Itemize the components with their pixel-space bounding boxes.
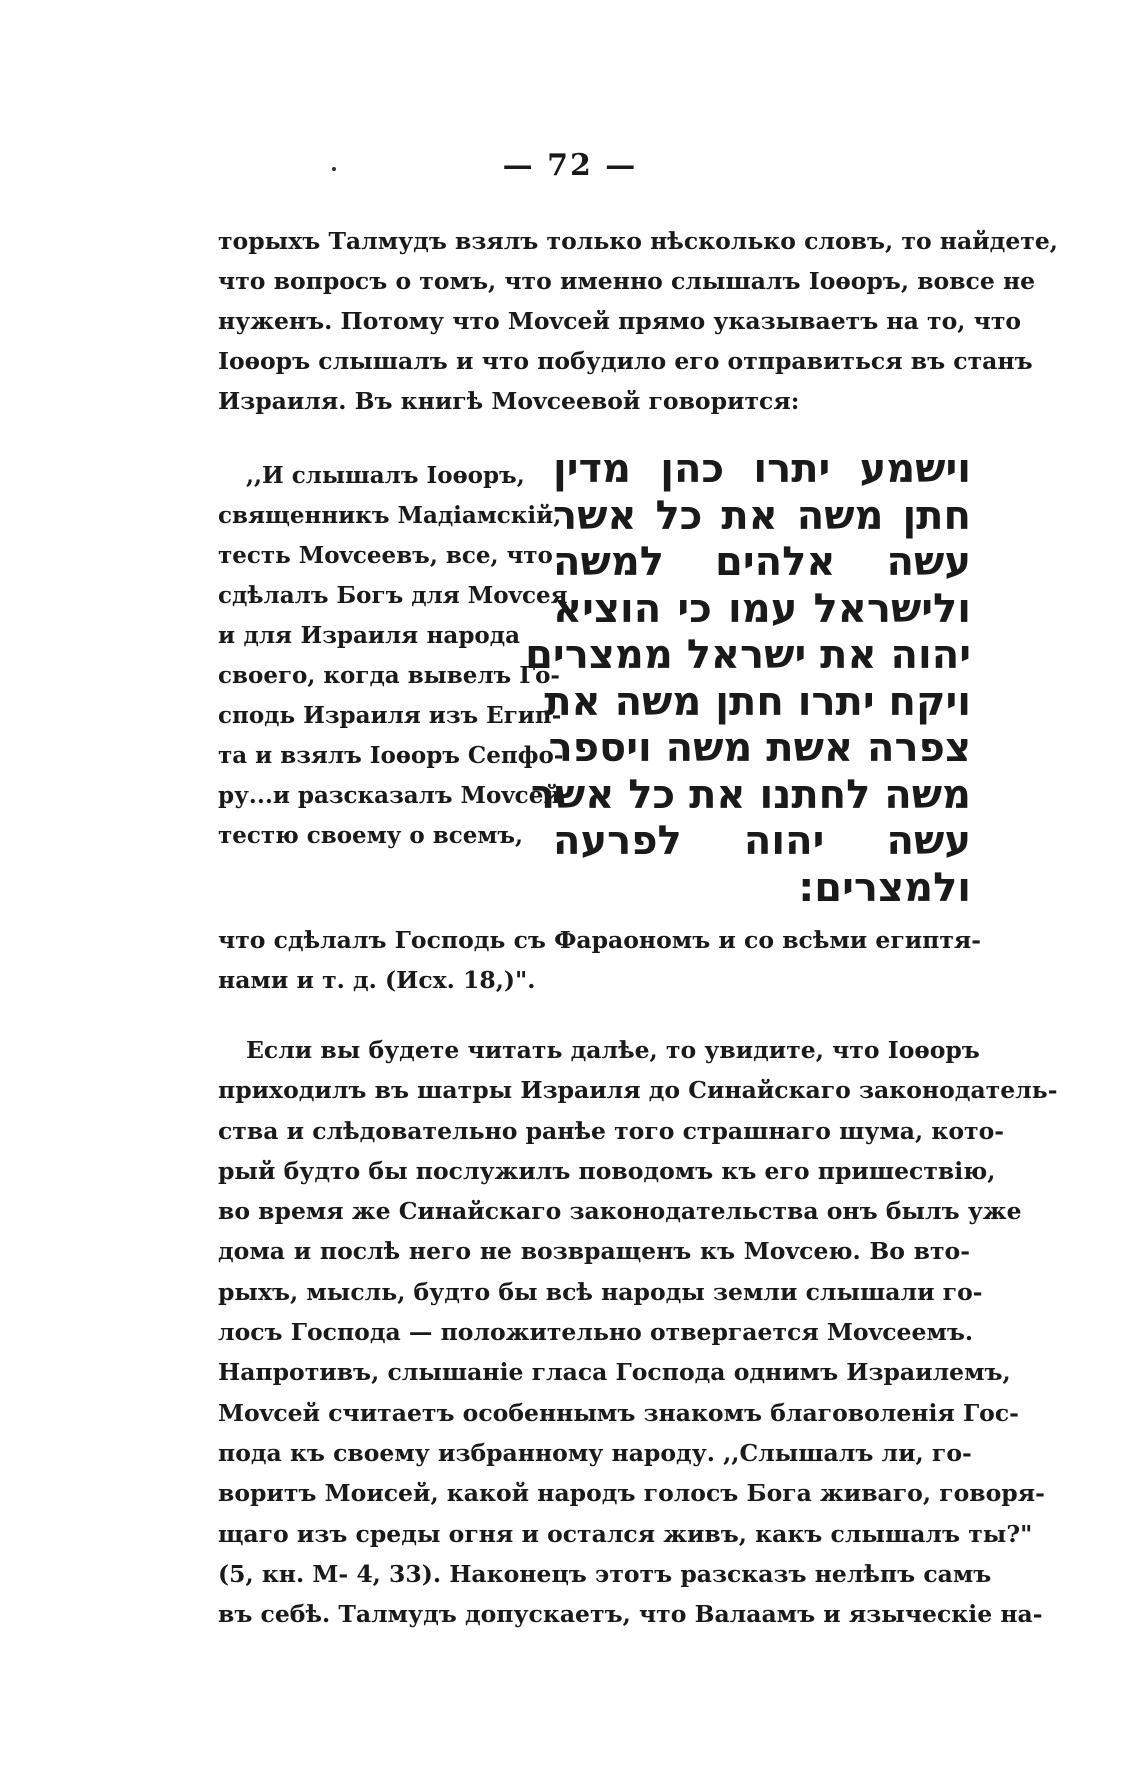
quote-line: сподь Израиля изъ Егип-: [218, 702, 562, 729]
text-line: нуженъ. Потому что Моvсей прямо указываетъ на то, что: [218, 307, 1022, 335]
text-line: пода къ своему избранному народу. ,,Слышалъ ли, го-: [218, 1438, 972, 1467]
text-line: рый будто бы послужилъ поводомъ къ его пришествію,: [218, 1156, 996, 1185]
quote-russian-column: [218, 456, 568, 856]
text-line: во время же Синайскаго законодательства онъ былъ уже: [218, 1197, 1022, 1226]
text-line: нами и т. д. (Исх. 18,)".: [218, 966, 536, 994]
quote-line: ,,И слышалъ Іоѳоръ,: [246, 462, 525, 489]
text-line: въ себѣ. Талмудъ допускаетъ, что Валаамъ и языческіе на-: [218, 1600, 1043, 1629]
text-line: Моvсей считаетъ особеннымъ знакомъ благоволенія Гос-: [218, 1398, 1019, 1427]
quote-line: та и взялъ Іоѳоръ Сепфо-: [218, 742, 564, 769]
text-line: ства и слѣдовательно ранѣе того страшнаго шума, кото-: [218, 1116, 1005, 1145]
quote-hebrew-column: [525, 446, 971, 911]
text-line: торыхъ Талмудъ взялъ только нѣсколько словъ, то найдете,: [218, 227, 1058, 255]
quote-continuation: [218, 920, 982, 1000]
hebrew-line: ולישראל עמו כי הוציא: [553, 585, 971, 632]
text-line: Израиля. Въ книгѣ Моvсеевой говорится:: [218, 387, 800, 415]
hebrew-line: חתן משה את כל אשר: [553, 492, 971, 539]
text-line: Напротивъ, слышаніе гласа Господа однимъ Израилемъ,: [218, 1358, 1011, 1387]
hebrew-line: משה לחתנו את כל אשר: [530, 771, 971, 818]
main-paragraph: [218, 1030, 1058, 1634]
quote-line: тесть Моvсеевъ, все, что: [218, 542, 553, 569]
hebrew-line: יהוה את ישראל ממצרים: [525, 632, 971, 678]
text-line: Если вы будете читать далѣе, то увидите, что Іоѳоръ: [246, 1036, 980, 1064]
hebrew-line: וישמע יתרו כהן מדין: [553, 446, 971, 492]
quote-line: и для Израиля народа: [218, 622, 520, 649]
text-line: лосъ Господа — положительно отвергается Моvсеемъ.: [218, 1318, 974, 1347]
hebrew-line: ויקח יתרו חתן משה את: [544, 678, 971, 725]
text-line: что сдѣлалъ Господь съ Фараономъ и со всѣми египтя-: [218, 926, 982, 954]
text-line: Іоѳоръ слышалъ и что побудило его отправиться въ станъ: [218, 347, 1033, 375]
quote-line: сдѣлалъ Богъ для Моvсея: [218, 582, 568, 609]
intro-paragraph: [218, 221, 1058, 421]
text-line: что вопросъ о томъ, что именно слышалъ Іоѳоръ, вовсе не: [218, 267, 1036, 295]
quote-line: своего, когда вывелъ Го-: [218, 662, 560, 689]
page-number: — 72 —: [502, 148, 638, 183]
hebrew-line: ולמצרים:: [798, 864, 971, 911]
hebrew-line: עשה יהוה לפרעה: [553, 818, 971, 864]
text-line: воритъ Моисей, какой народъ голосъ Бога живаго, говоря-: [218, 1479, 1045, 1508]
text-line: приходилъ въ шатры Израиля до Синайскаго законодатель-: [218, 1076, 1058, 1105]
text-line: (5, кн. М- 4, 33). Наконецъ этотъ разсказъ нелѣпъ самъ: [218, 1559, 992, 1588]
text-line: рыхъ, мысль, будто бы всѣ народы земли слышали го-: [218, 1277, 983, 1306]
text-line: щаго изъ среды огня и остался живъ, какъ слышалъ ты?": [218, 1519, 1033, 1548]
quote-line: священникъ Мадіамскій,: [218, 502, 562, 529]
quote-line: тестю своему о всемъ,: [218, 822, 523, 849]
text-line: дома и послѣ него не возвращенъ къ Моvсею. Во вто-: [218, 1237, 970, 1266]
hebrew-line: צפרה אשת משה ויספר: [548, 725, 971, 771]
hebrew-line: עשה אלהים למשה: [553, 539, 971, 585]
quote-line: ру...и разсказалъ Моvсей: [218, 782, 561, 809]
